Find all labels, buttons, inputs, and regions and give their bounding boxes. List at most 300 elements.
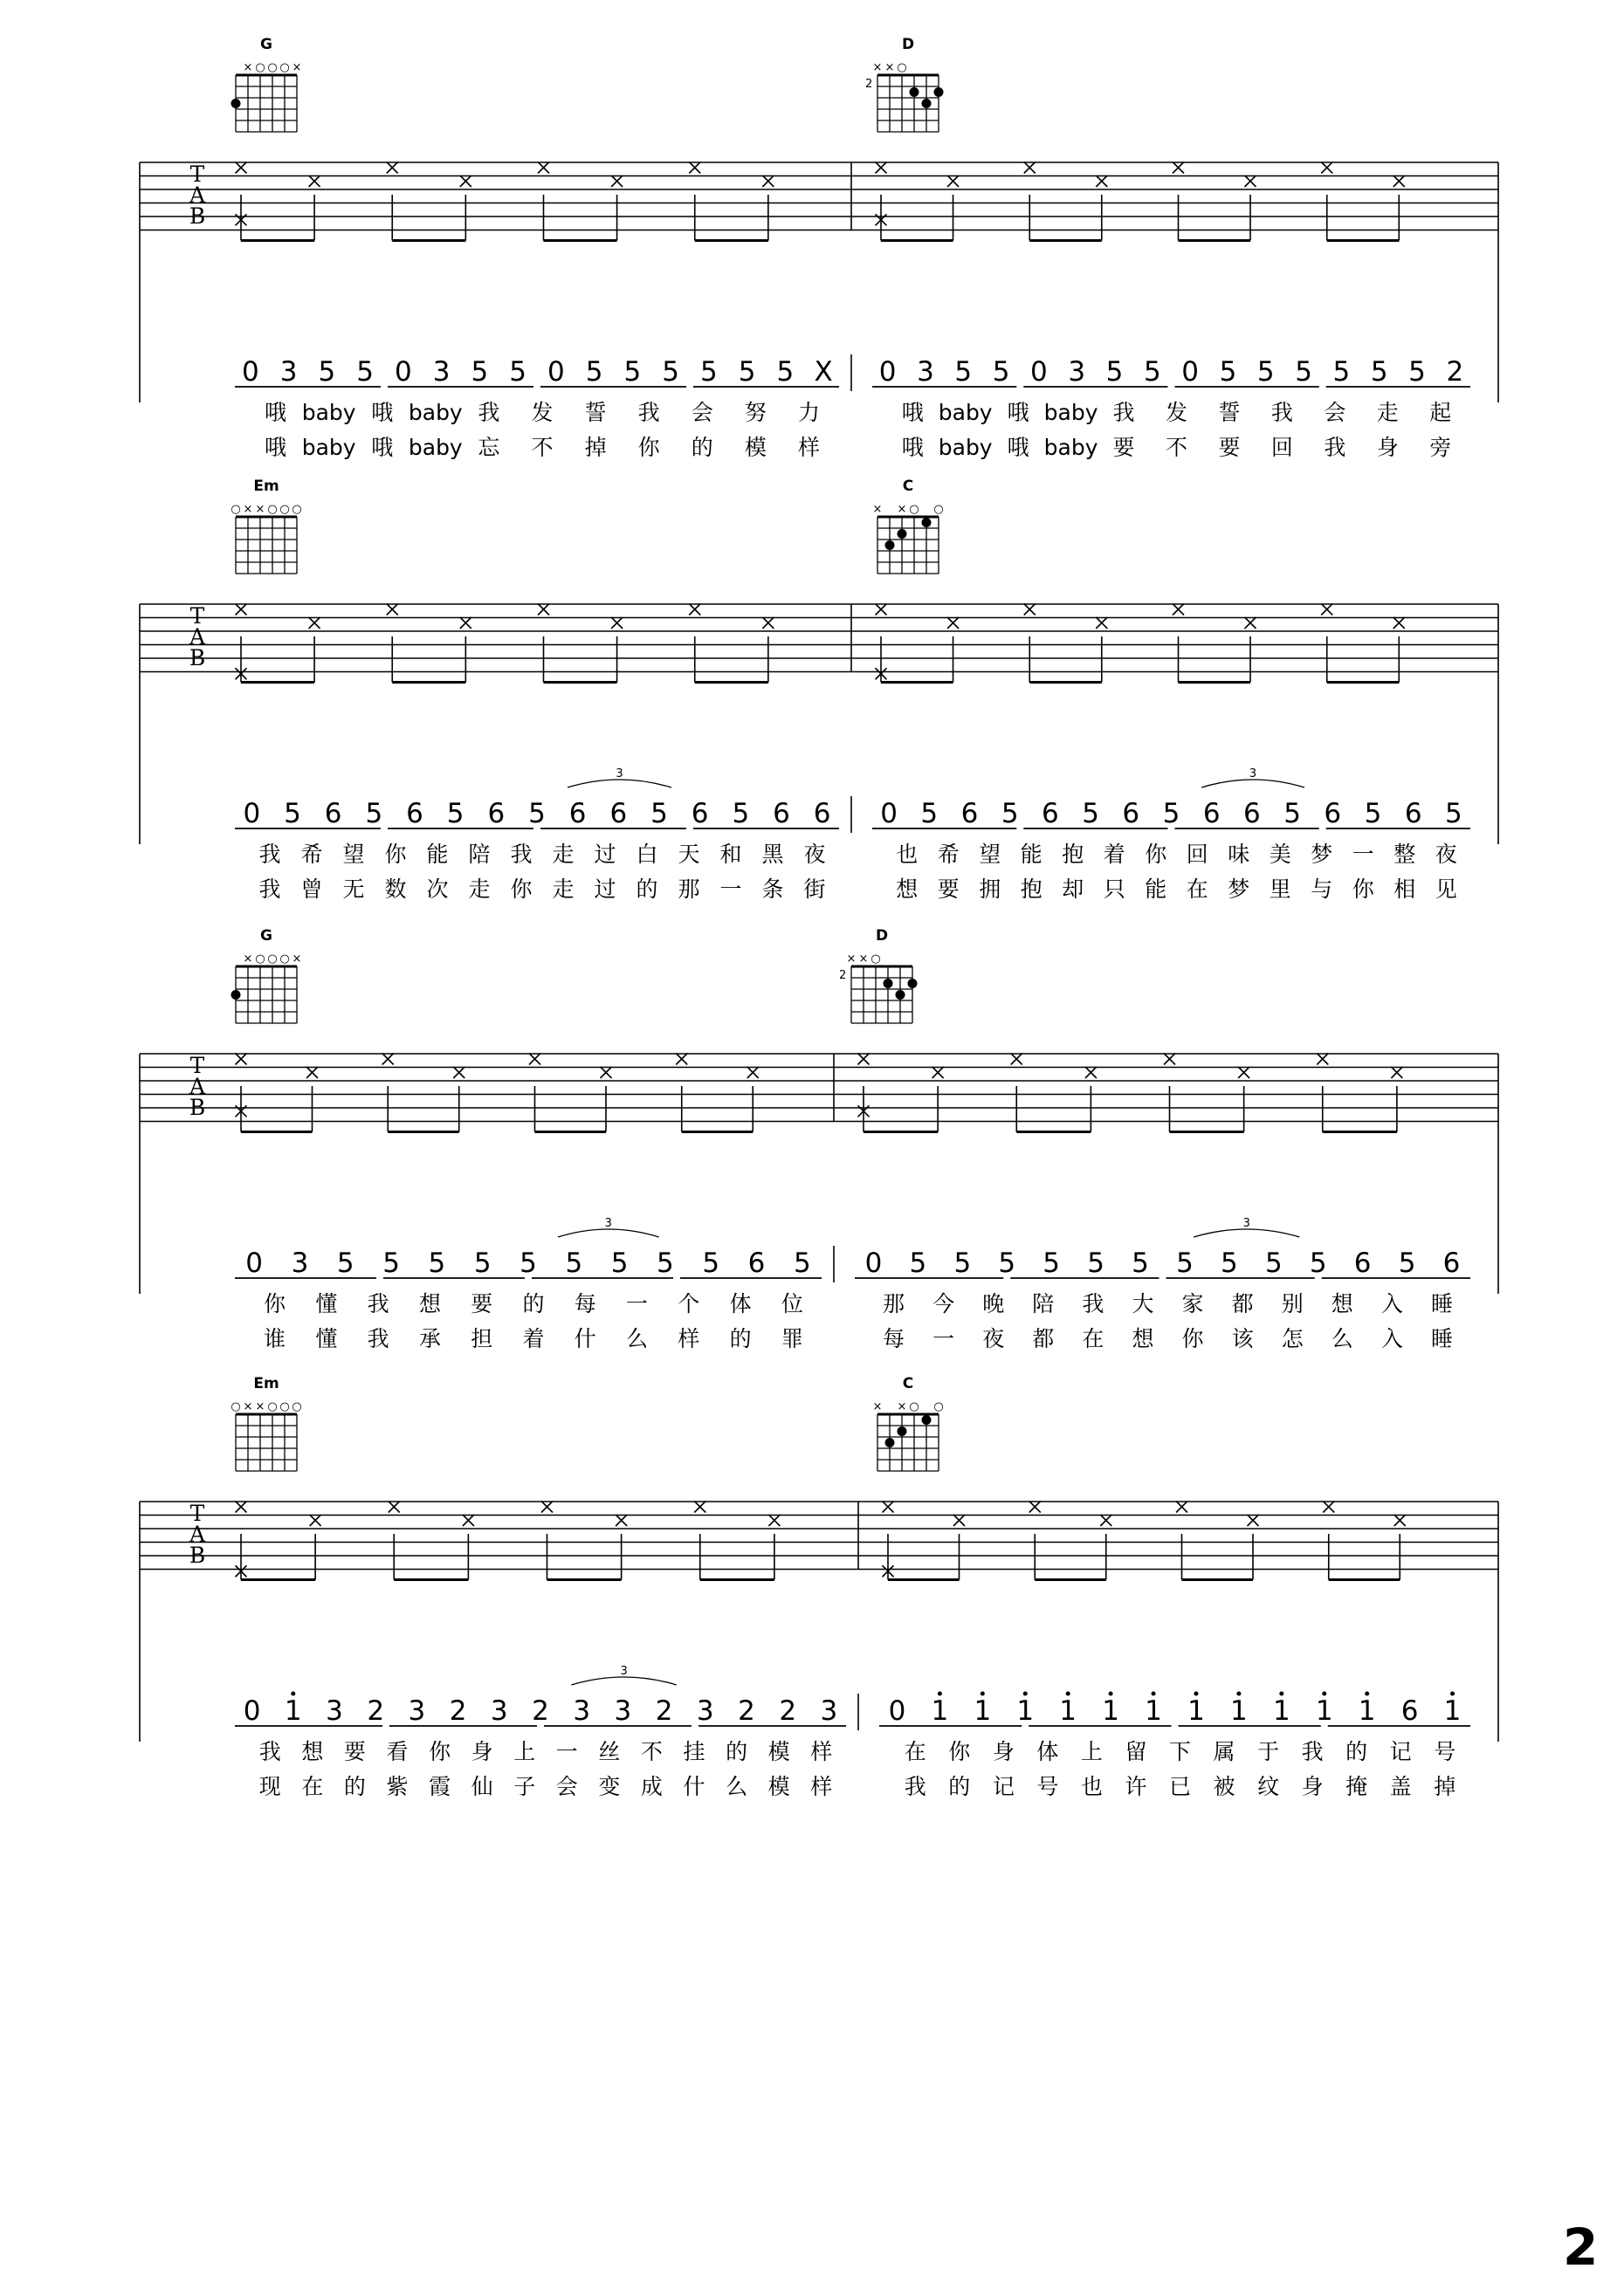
lyric-char: 会	[691, 400, 713, 425]
tab-clef-letter: A	[189, 624, 206, 650]
chord-diagram-1-1	[231, 36, 302, 132]
lyric-char: 想	[896, 876, 919, 902]
jianpu-note: 0	[888, 1695, 906, 1727]
chord-name: G	[260, 36, 272, 53]
octave-dot	[1194, 1692, 1198, 1696]
lyric-char: 的	[726, 1739, 748, 1764]
lyric-char: 睡	[1430, 1291, 1453, 1316]
triplet-label: 3	[616, 767, 623, 780]
lyric-char: 变	[598, 1774, 621, 1799]
jianpu-note: 5	[954, 356, 973, 388]
lyric-char: 紫	[386, 1774, 409, 1799]
lyric-char: 会	[555, 1774, 578, 1799]
open-marker: ○	[231, 1400, 241, 1413]
lyric-char: 在	[1186, 876, 1208, 902]
lyric-char: 我	[1082, 1291, 1104, 1316]
lyric-char: 想	[1331, 1291, 1353, 1316]
lyric-char: 想	[301, 1739, 324, 1764]
jianpu-note: 0	[864, 1248, 883, 1279]
lyric-char: 霞	[429, 1774, 451, 1799]
open-marker: ○	[292, 1400, 302, 1413]
jianpu-note: 5	[1001, 798, 1019, 829]
lyric-char: 掉	[584, 435, 607, 460]
lyric-char: 我	[510, 842, 533, 867]
lyric-char: 那	[883, 1291, 905, 1316]
lyric-char: 身	[471, 1739, 493, 1764]
lyric-char: 过	[594, 876, 616, 902]
octave-dot	[938, 1692, 942, 1696]
lyric-char: 担	[471, 1326, 493, 1351]
lyric-char: 发	[1165, 400, 1188, 425]
lyric-char: 见	[1435, 876, 1457, 902]
lyric-char: 你	[1145, 842, 1167, 867]
lyric-char: 记	[992, 1774, 1015, 1799]
jianpu-note: 1	[1315, 1695, 1333, 1727]
lyric-char: baby	[938, 435, 993, 460]
lyric-char: 我	[1112, 400, 1135, 425]
lyric-char: 里	[1269, 876, 1291, 902]
jianpu-note: 5	[1398, 1248, 1416, 1279]
open-marker: ○	[279, 503, 290, 516]
jianpu-note: 1	[1187, 1695, 1205, 1727]
jianpu-note: 3	[408, 1695, 426, 1727]
lyric-char: 一	[719, 876, 742, 902]
jianpu-note: 6	[960, 798, 979, 829]
lyric-char: 么	[1331, 1326, 1353, 1351]
lyric-char: 晚	[982, 1291, 1005, 1316]
muted-marker: ×	[243, 1400, 253, 1413]
lyric-char: 子	[513, 1774, 536, 1799]
jianpu-note: 5	[732, 798, 750, 829]
lyric-char: 旁	[1429, 435, 1452, 460]
tab-system-4	[140, 1501, 1498, 1799]
finger-dot	[934, 87, 944, 97]
jianpu-note: 5	[1162, 798, 1180, 829]
jianpu-note: 2	[367, 1695, 385, 1727]
lyric-char: 现	[258, 1774, 281, 1799]
lyric-char: 哦	[371, 435, 394, 460]
lyric-char: 身	[992, 1739, 1015, 1764]
triplet-slur	[568, 780, 671, 787]
tab-clef-letter: B	[189, 1095, 206, 1120]
lyric-char: 夜	[803, 842, 826, 867]
octave-dot	[1365, 1692, 1369, 1696]
lyric-char: 丝	[598, 1739, 621, 1764]
jianpu-note: 5	[336, 1248, 354, 1279]
lyric-char: baby	[408, 435, 463, 460]
lyric-char: 仙	[471, 1774, 493, 1799]
lyric-char: 只	[1103, 876, 1125, 902]
jianpu-note: 3	[490, 1695, 508, 1727]
jianpu-note: 5	[623, 356, 642, 388]
lyric-char: 哦	[901, 400, 924, 425]
jianpu-note: 5	[520, 1248, 537, 1279]
open-marker: ○	[267, 952, 278, 966]
chord-diagram-4-2	[873, 1375, 944, 1471]
chord-name: D	[901, 36, 915, 53]
finger-dot	[885, 1438, 895, 1447]
lyric-char: 望	[342, 842, 365, 867]
lyric-char: 的	[948, 1774, 971, 1799]
tab-system-1	[140, 162, 1498, 460]
lyric-char: 都	[1032, 1326, 1055, 1351]
lyric-char: 也	[896, 842, 919, 867]
lyric-char: 哦	[901, 435, 924, 460]
open-marker: ○	[267, 503, 278, 516]
lyric-char: 哦	[1007, 435, 1029, 460]
tab-clef-letter: T	[189, 1501, 205, 1526]
lyric-char: 一	[932, 1326, 955, 1351]
jianpu-note: 5	[1332, 356, 1351, 388]
lyric-char: 走	[552, 842, 575, 867]
jianpu-note: 6	[609, 798, 628, 829]
lyric-char: 你	[429, 1739, 451, 1764]
lyric-char: 发	[531, 400, 554, 425]
lyric-char: 梦	[1228, 876, 1250, 902]
lyric-char: 身	[1301, 1774, 1324, 1799]
octave-dot	[291, 1692, 295, 1696]
lyric-char: 身	[1376, 435, 1399, 460]
lyric-char: 每	[883, 1326, 905, 1351]
open-marker: ○	[933, 503, 944, 516]
muted-marker: ×	[255, 1400, 265, 1413]
jianpu-note: 6	[1042, 798, 1059, 829]
lyric-char: baby	[408, 400, 463, 425]
jianpu-note: 6	[1404, 798, 1422, 829]
jianpu-note: 5	[1445, 798, 1462, 829]
lyric-char: 努	[744, 400, 767, 425]
lyric-char: 不	[1165, 435, 1188, 460]
jianpu-note: 5	[585, 356, 603, 388]
lyric-char: 要	[471, 1291, 493, 1316]
lyric-char: 被	[1213, 1774, 1235, 1799]
lyric-char: 着	[522, 1326, 545, 1351]
lyric-char: 要	[937, 876, 960, 902]
lyric-char: 许	[1125, 1774, 1147, 1799]
tab-clef-letter: B	[189, 1543, 206, 1568]
lyric-char: 我	[258, 842, 281, 867]
octave-dot	[1066, 1692, 1070, 1696]
muted-marker: ×	[897, 503, 907, 516]
lyric-char: 梦	[1311, 842, 1333, 867]
jianpu-note: 1	[1145, 1695, 1162, 1727]
lyric-char: 与	[1311, 876, 1333, 902]
lyric-char: 模	[744, 435, 767, 460]
jianpu-note: 1	[1272, 1695, 1290, 1727]
lyric-char: 掩	[1345, 1774, 1368, 1799]
jianpu-note: 3	[326, 1695, 343, 1727]
jianpu-note: 5	[318, 356, 336, 388]
finger-dot	[922, 1415, 932, 1425]
lyric-char: 个	[678, 1291, 700, 1316]
open-marker: ○	[279, 1400, 290, 1413]
octave-dot	[981, 1692, 985, 1696]
jianpu-note: 5	[1082, 798, 1099, 829]
lyric-char: 怎	[1281, 1326, 1304, 1351]
lyric-char: 望	[979, 842, 1001, 867]
tab-system-3	[140, 1053, 1498, 1351]
jianpu-note: X	[814, 356, 833, 388]
jianpu-note: 5	[650, 798, 668, 829]
lyric-char: 不	[640, 1739, 663, 1764]
lyric-char: 你	[384, 842, 407, 867]
muted-marker: ×	[243, 503, 253, 516]
jianpu-note: 3	[1068, 356, 1086, 388]
chord-diagram-1-2	[865, 36, 944, 132]
open-marker: ○	[267, 1400, 278, 1413]
lyric-char: 位	[781, 1291, 803, 1316]
chord-diagram-2-2	[873, 478, 944, 574]
jianpu-note: 2	[738, 1695, 755, 1727]
lyric-char: 什	[683, 1774, 705, 1799]
jianpu-note: 0	[395, 356, 412, 388]
lyric-char: 不	[531, 435, 554, 460]
jianpu-note: 5	[998, 1248, 1016, 1279]
fret-label: 2	[839, 969, 847, 982]
lyric-char: 我	[258, 1739, 281, 1764]
lyric-char: 美	[1269, 842, 1291, 867]
lyric-char: 成	[640, 1774, 663, 1799]
tab-clef-letter: T	[189, 1053, 205, 1078]
triplet-label: 3	[604, 1217, 612, 1230]
chord-diagram-3-2	[839, 927, 918, 1023]
chord-name: C	[902, 1375, 914, 1392]
chord-name: G	[260, 927, 272, 945]
lyric-char: 忘	[478, 435, 500, 460]
lyric-char: 陪	[1032, 1291, 1055, 1316]
lyric-char: 的	[729, 1326, 752, 1351]
octave-dot	[1450, 1692, 1455, 1696]
finger-dot	[231, 990, 241, 1000]
muted-marker: ×	[846, 952, 857, 966]
jianpu-note: 5	[1132, 1248, 1149, 1279]
finger-dot	[922, 99, 932, 108]
jianpu-note: 3	[573, 1695, 591, 1727]
lyric-char: 哦	[265, 435, 287, 460]
jianpu-note: 5	[610, 1248, 629, 1279]
jianpu-note: 6	[1202, 798, 1221, 829]
fret-label: 2	[865, 78, 873, 91]
jianpu-note: 5	[702, 1248, 720, 1279]
tab-clef-letter: A	[189, 182, 206, 208]
jianpu-note: 3	[917, 356, 934, 388]
lyric-char: 夜	[1435, 842, 1457, 867]
lyric-char: 懂	[315, 1291, 338, 1316]
jianpu-note: 5	[793, 1248, 811, 1279]
lyric-char: 相	[1393, 876, 1416, 902]
lyric-char: 数	[384, 876, 407, 902]
lyric-char: 什	[574, 1326, 596, 1351]
lyric-char: 和	[719, 842, 742, 867]
lyric-char: 却	[1062, 876, 1084, 902]
lyric-char: baby	[1043, 400, 1098, 425]
lyric-char: 着	[1103, 842, 1125, 867]
muted-marker: ×	[292, 61, 302, 74]
tab-clef-letter: A	[189, 1074, 206, 1099]
open-marker: ○	[231, 503, 241, 516]
finger-dot	[910, 87, 919, 97]
lyric-char: 我	[1301, 1739, 1324, 1764]
lyric-char: 力	[797, 400, 820, 425]
muted-marker: ×	[243, 952, 253, 966]
triplet-label: 3	[1249, 767, 1257, 780]
triplet-label: 3	[1242, 1217, 1250, 1230]
lyric-char: 誓	[1218, 400, 1241, 425]
lyric-char: 懂	[315, 1326, 338, 1351]
jianpu-note: 0	[245, 1248, 264, 1279]
lyric-char: 体	[729, 1291, 752, 1316]
chord-name: Em	[253, 478, 279, 495]
lyric-char: 样	[797, 435, 820, 460]
jianpu-note: 5	[1283, 798, 1301, 829]
triplet-label: 3	[620, 1665, 628, 1678]
jianpu-note: 3	[696, 1695, 714, 1727]
lyric-char: 想	[1132, 1326, 1154, 1351]
lyric-char: 一	[555, 1739, 578, 1764]
lyric-char: 我	[367, 1291, 389, 1316]
octave-dot	[1279, 1692, 1283, 1696]
jianpu-note: 5	[1219, 356, 1237, 388]
jianpu-note: 0	[243, 798, 261, 829]
jianpu-note: 5	[284, 798, 301, 829]
chord-diagram-2-1	[231, 478, 301, 574]
open-marker: ○	[909, 503, 919, 516]
lyric-char: baby	[301, 400, 356, 425]
jianpu-note: 5	[509, 356, 526, 388]
lyric-char: 在	[301, 1774, 324, 1799]
lyric-char: 今	[932, 1291, 955, 1316]
lyric-char: 也	[1080, 1774, 1103, 1799]
lyric-char: 你	[1352, 876, 1374, 902]
muted-marker: ×	[872, 503, 883, 516]
jianpu-note: 6	[406, 798, 423, 829]
page-number: 2	[1563, 2217, 1599, 2277]
lyric-char: 都	[1231, 1291, 1254, 1316]
lyric-char: 条	[761, 876, 784, 902]
lyric-char: 承	[418, 1326, 441, 1351]
octave-dot	[1023, 1692, 1028, 1696]
jianpu-note: 5	[700, 356, 718, 388]
jianpu-note: 5	[992, 356, 1010, 388]
lyric-char: 样	[678, 1326, 700, 1351]
tab-clef-letter: T	[189, 162, 205, 187]
lyric-char: 天	[678, 842, 700, 867]
lyric-char: 你	[264, 1291, 286, 1316]
finger-dot	[231, 99, 241, 108]
jianpu-note: 5	[1176, 1248, 1194, 1279]
tab-clef-letter: B	[189, 203, 206, 229]
jianpu-note: 6	[773, 798, 790, 829]
finger-dot	[884, 979, 893, 988]
jianpu-note: 6	[1442, 1248, 1461, 1279]
jianpu-note: 0	[242, 356, 259, 388]
lyric-char: 谁	[264, 1326, 286, 1351]
jianpu-note: 1	[1358, 1695, 1376, 1727]
jianpu-note: 6	[568, 798, 587, 829]
chord-name: C	[902, 478, 914, 495]
lyric-char: 属	[1213, 1739, 1235, 1764]
lyric-char: 黑	[761, 842, 784, 867]
lyric-char: 纹	[1257, 1774, 1280, 1799]
lyric-char: 的	[1345, 1739, 1368, 1764]
jianpu-note: 6	[1243, 798, 1261, 829]
jianpu-note: 5	[1364, 798, 1382, 829]
lyric-char: 回	[1186, 842, 1208, 867]
jianpu-note: 5	[909, 1248, 927, 1279]
octave-dot	[1236, 1692, 1241, 1696]
open-marker: ○	[279, 61, 290, 74]
tab-system-2	[140, 603, 1498, 902]
chord-name: Em	[253, 1375, 279, 1392]
jianpu-note: 2	[449, 1695, 467, 1727]
jianpu-note: 5	[738, 356, 756, 388]
muted-marker: ×	[872, 61, 883, 74]
lyric-char: 挂	[683, 1739, 705, 1764]
lyric-char: 我	[1324, 435, 1346, 460]
lyric-char: baby	[938, 400, 993, 425]
jianpu-note: 6	[691, 798, 709, 829]
jianpu-note: 3	[279, 356, 298, 388]
jianpu-note: 5	[1370, 356, 1388, 388]
finger-dot	[908, 979, 918, 988]
lyric-char: 盖	[1389, 1774, 1412, 1799]
jianpu-note: 5	[428, 1248, 446, 1279]
jianpu-note: 0	[880, 798, 898, 829]
lyric-char: 誓	[584, 400, 607, 425]
jianpu-note: 5	[657, 1248, 674, 1279]
lyric-char: 你	[1181, 1326, 1204, 1351]
open-marker: ○	[267, 61, 278, 74]
lyric-char: 夜	[982, 1326, 1005, 1351]
lyric-char: 哦	[1007, 400, 1029, 425]
muted-marker: ×	[243, 61, 253, 74]
jianpu-note: 5	[662, 356, 679, 388]
lyric-char: 无	[342, 876, 365, 902]
jianpu-note: 5	[1295, 356, 1312, 388]
lyric-char: 我	[1270, 400, 1293, 425]
jianpu-note: 6	[1122, 798, 1140, 829]
lyric-char: 我	[367, 1326, 389, 1351]
lyric-char: 看	[386, 1739, 409, 1764]
triplet-slur	[1201, 780, 1304, 787]
lyric-char: 要	[1218, 435, 1241, 460]
lyric-char: 曾	[300, 876, 323, 902]
open-marker: ○	[255, 952, 265, 966]
open-marker: ○	[255, 61, 265, 74]
lyric-char: 样	[810, 1739, 833, 1764]
muted-marker: ×	[872, 1400, 883, 1413]
lyric-char: 于	[1257, 1739, 1280, 1764]
lyric-char: 我	[904, 1774, 926, 1799]
open-marker: ○	[292, 503, 302, 516]
lyric-char: 要	[1112, 435, 1135, 460]
lyric-char: 能	[1145, 876, 1167, 902]
jianpu-note: 6	[1353, 1248, 1372, 1279]
lyric-char: 想	[418, 1291, 441, 1316]
lyric-char: 一	[1352, 842, 1374, 867]
jianpu-note: 5	[382, 1248, 400, 1279]
muted-marker: ×	[858, 952, 869, 966]
lyric-char: 每	[574, 1291, 596, 1316]
lyric-char: 模	[767, 1739, 790, 1764]
lyric-char: 号	[1434, 1739, 1456, 1764]
triplet-slur	[558, 1229, 659, 1237]
lyric-char: 哦	[371, 400, 394, 425]
jianpu-note: 5	[565, 1248, 583, 1279]
lyric-char: 下	[1168, 1739, 1192, 1764]
lyric-char: 入	[1380, 1326, 1403, 1351]
jianpu-note: 0	[878, 356, 897, 388]
